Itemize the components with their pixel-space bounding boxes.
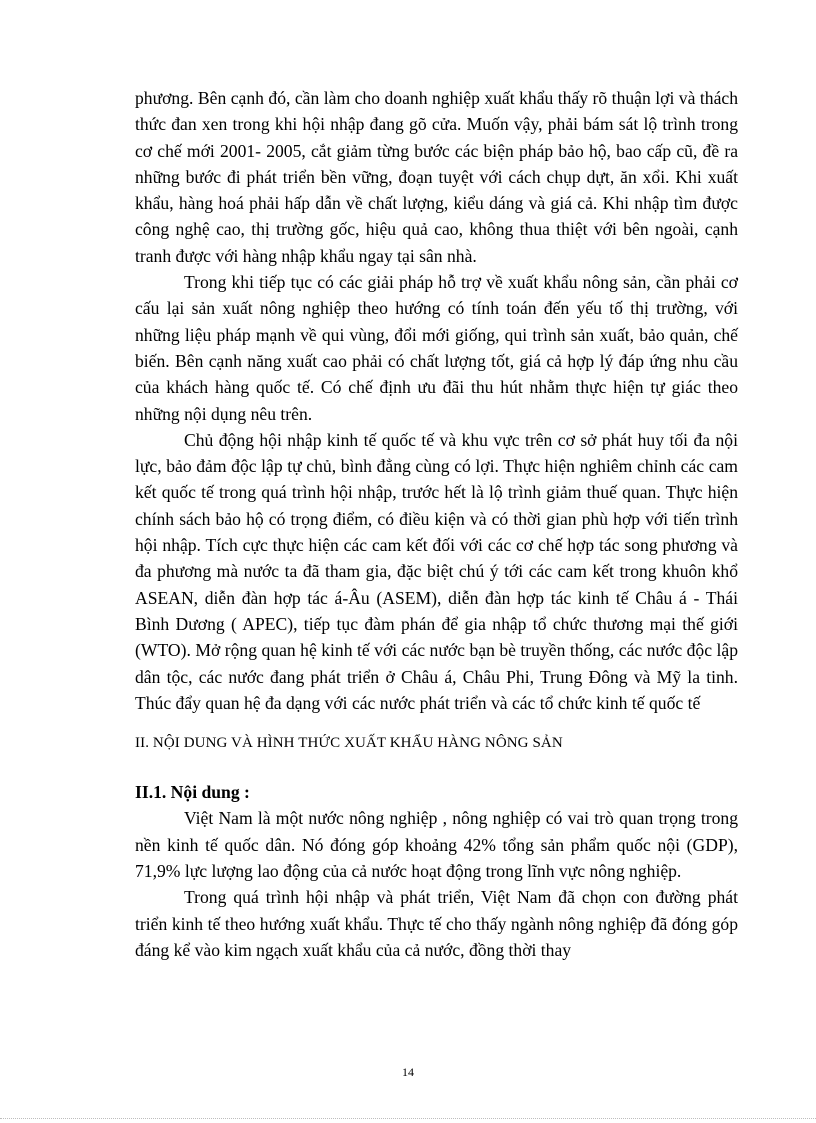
paragraph-2: Trong khi tiếp tục có các giải pháp hỗ trợ về xuất khẩu nông sản, cần phải cơ cấu lại sản xuất nông nghiệp theo hướng có tính toán đến yếu tố thị trường, với những liệu pháp mạnh về qui vùng, đổi mới giống, qui trình sản xuất, bảo quản, chế biến. Bên cạnh năng xuất cao phải có chất lượng tốt, giá cả hợp lý đáp ứng nhu cầu của khách hàng quốc tế. Có chế định ưu đãi thu hút nhằm thực hiện tự giác theo những nội dụng nêu trên. xyxy=(135,272,738,424)
page-number: 14 xyxy=(402,1065,414,1079)
page-bottom-divider xyxy=(0,1118,816,1119)
paragraph-3: Chủ động hội nhập kinh tế quốc tế và khu vực trên cơ sở phát huy tối đa nội lực, bảo đảm độc lập tự chủ, bình đẳng cùng có lợi. Thực hiện nghiêm chỉnh các cam kết quốc tế trong quá trình hội nhập, trước hết là lộ trình giảm thuế quan. Thực hiện chính sách bảo hộ có trọng điểm, có điều kiện và có thời gian phù hợp với tiến trình hội nhập. Tích cực thực hiện các cam kết đối với các cơ chế hợp tác song phương và đa phương mà nước ta đã tham gia, đặc biệt chú ý tới các cam kết trong khuôn khổ ASEAN, diễn đàn hợp tác á-Âu (ASEM), diễn đàn hợp tác kinh tế Châu á - Thái Bình Dương ( APEC), tiếp tục đàm phán để gia nhập tổ chức thương mại thế giới (WTO). Mở rộng quan hệ kinh tế với các nước bạn bè truyền thống, các nước độc lập dân tộc, các nước đang phát triển ở Châu á, Châu Phi, Trung Đông và Mỹ la tinh. Thúc đẩy quan hệ đa dạng với các nước phát triển và các tổ chức kinh tế quốc tế xyxy=(135,429,738,713)
subsection-heading: II.1. Nội dung : xyxy=(135,782,250,803)
section-heading: II. NỘI DUNG VÀ HÌNH THỨC XUẤT KHẨU HÀNG NÔNG SẢN xyxy=(135,735,563,752)
paragraph-1: phương. Bên cạnh đó, cần làm cho doanh nghiệp xuất khẩu thấy rõ thuận lợi và thách thức đan xen trong khi hội nhập đang gõ cửa. Muốn vậy, phải bám sát lộ trình trong cơ chế mới 2001- 2005, cắt giảm từng bước các biện pháp bảo hộ, bao cấp cũ, đề ra những bước đi phát triển bền vững, đoạn tuyệt với cách chụp dựt, ăn xổi. Khi xuất khẩu, hàng hoá phải hấp dẫn về chất lượng, kiểu dáng và giá cả. Khi nhập tìm được công nghệ cao, thị trường gốc, hiệu quả cao, không thua thiệt với bên ngoài, cạnh tranh được với hàng nhập khẩu ngay tại sân nhà. xyxy=(135,88,738,266)
page-content xyxy=(135,85,738,963)
paragraph-5: Trong quá trình hội nhập và phát triển, Việt Nam đã chọn con đường phát triển kinh tế theo hướng xuất khẩu. Thực tế cho thấy ngành nông nghiệp đã đóng góp đáng kể vào kim ngạch xuất khẩu của cả nước, đồng thời thay xyxy=(135,887,738,960)
paragraph-4: Việt Nam là một nước nông nghiệp , nông nghiệp có vai trò quan trọng trong nền kinh tế quốc dân. Nó đóng góp khoảng 42% tổng sản phẩm quốc nội (GDP), 71,9% lực lượng lao động của cả nước hoạt động trong lĩnh vực nông nghiệp. xyxy=(135,808,738,882)
